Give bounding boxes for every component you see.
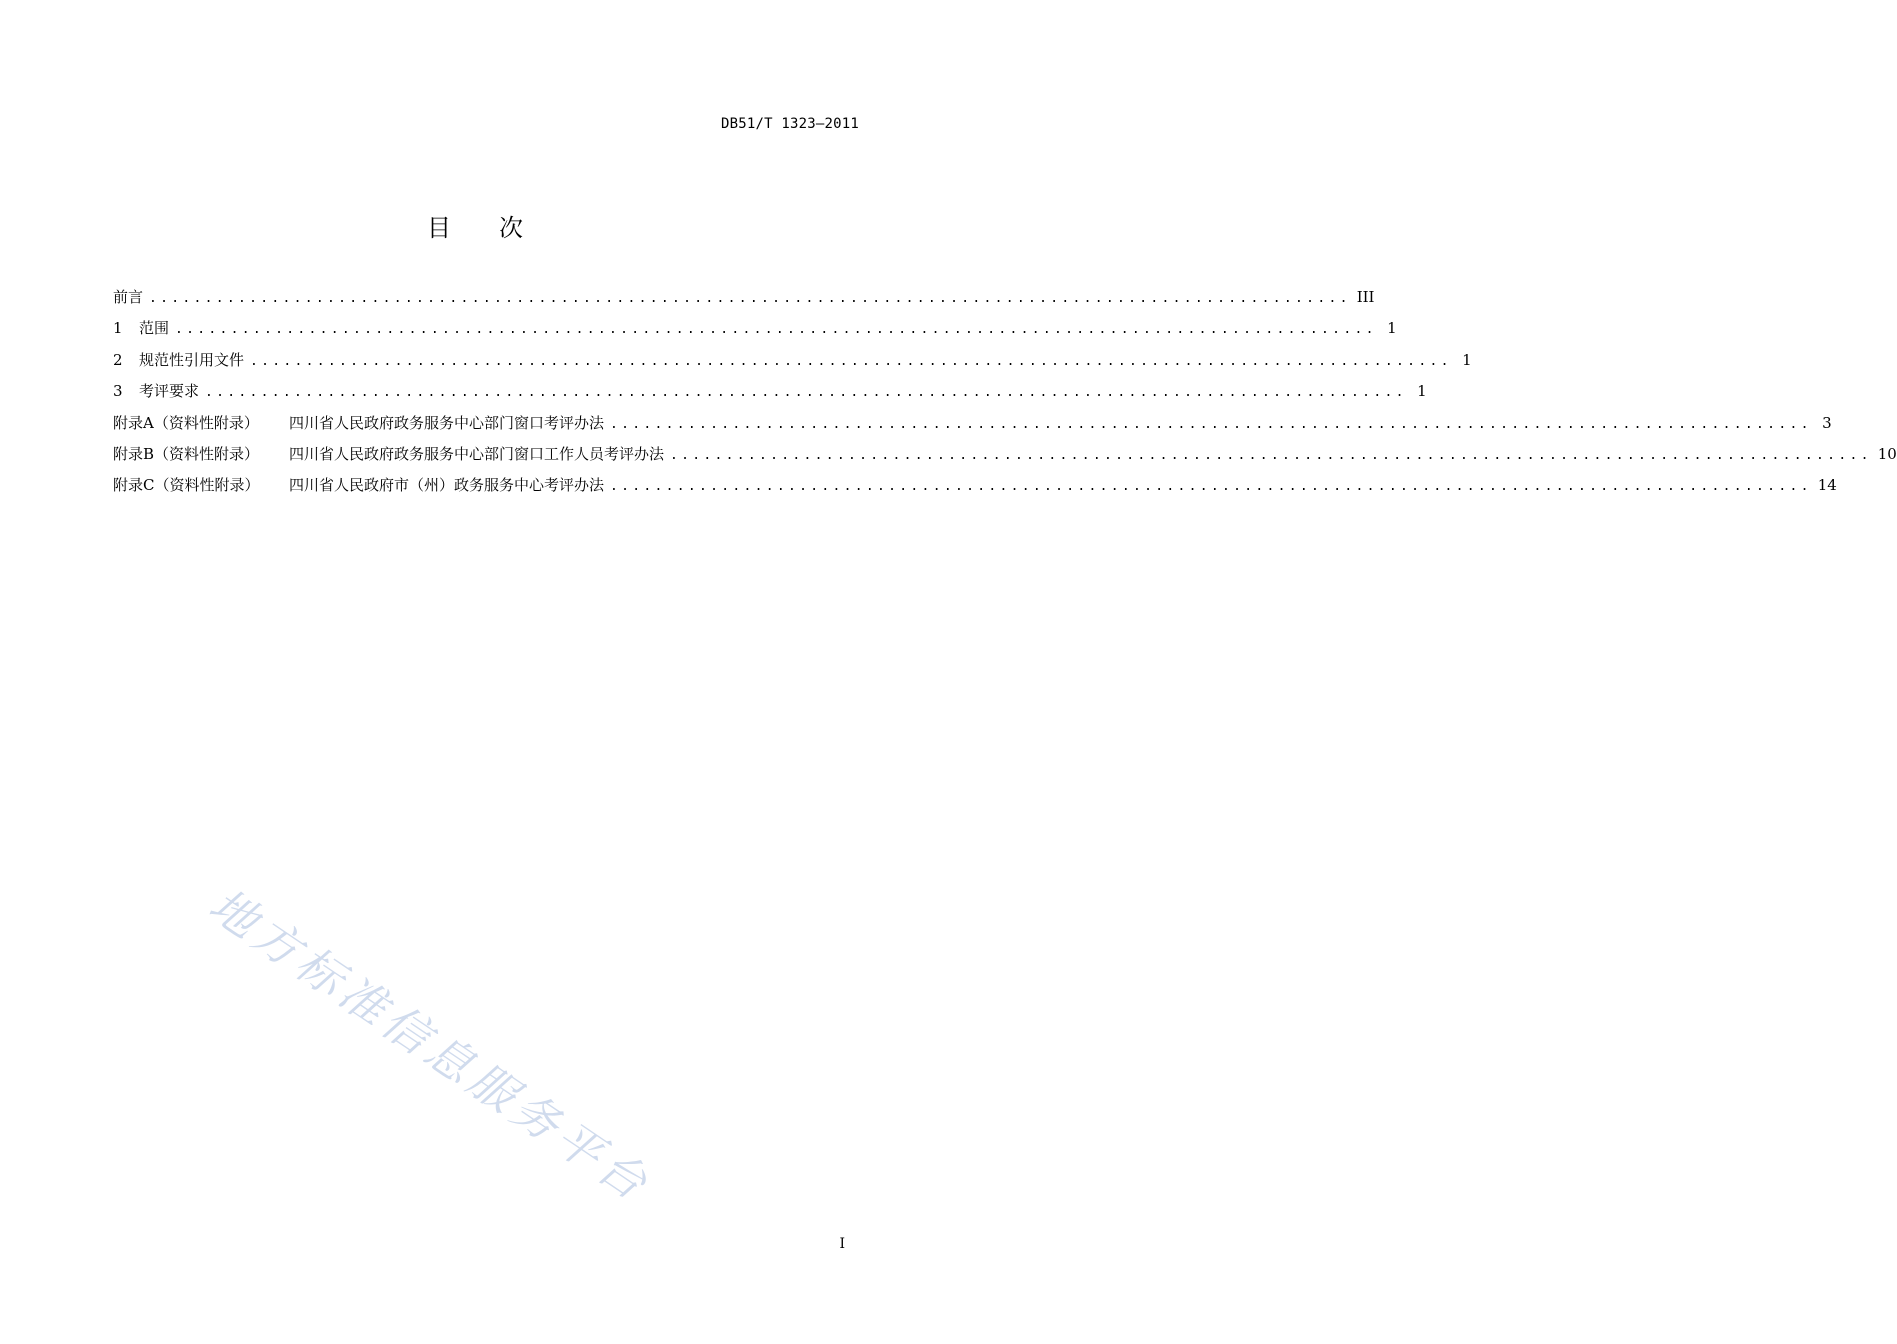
toc-entry-foreword[interactable] [113, 286, 1375, 317]
toc-page-number: 14 [1817, 476, 1837, 495]
toc-page-number: 1 [1462, 350, 1472, 369]
toc-leader-dots: ............................................................................................................ [610, 416, 1812, 432]
document-code: DB51/T 1323—2011 [720, 116, 859, 132]
toc-section-number: 3 [113, 382, 123, 401]
toc-label: 考评要求 [139, 382, 200, 401]
watermark: 地方标准信息服务平台 [199, 877, 662, 1214]
toc-label: 范围 [139, 319, 170, 338]
toc-leader-dots: ............................................................................................................ [175, 322, 1377, 338]
toc-label: 四川省人民政府政务服务中心部门窗口考评办法 [289, 413, 605, 432]
toc-leader-dots: ............................................................................................................ [670, 447, 1872, 463]
toc-page-number: 1 [1417, 382, 1427, 401]
toc-entry-normative-references[interactable] [113, 349, 1472, 380]
page-title [0, 208, 950, 243]
toc-annex-prefix: 附录C（资料性附录） [113, 476, 260, 495]
toc-entry-evaluation-requirements[interactable] [113, 380, 1427, 411]
footer-page-number: I [839, 1236, 845, 1252]
toc-entry-annex-c[interactable] [113, 474, 1837, 505]
title-char-1: 目 [427, 214, 451, 242]
toc-leader-dots: ............................................................................................................ [610, 479, 1812, 495]
toc-annex-prefix: 附录A（资料性附录） [113, 413, 259, 432]
toc-leader-dots: ............................................................................................................ [250, 353, 1452, 369]
toc-leader-dots: ............................................................................................................ [205, 385, 1407, 401]
toc-label: 四川省人民政府市（州）政务服务中心考评办法 [289, 476, 605, 495]
toc-label: 规范性引用文件 [139, 350, 245, 369]
toc-page-number: III [1356, 288, 1375, 306]
toc-annex-prefix: 附录B（资料性附录） [113, 444, 260, 463]
table-of-contents [113, 286, 1897, 506]
toc-label: 前言 [113, 288, 144, 306]
title-char-2: 次 [499, 214, 523, 242]
toc-page-number: 1 [1387, 319, 1397, 338]
toc-entry-annex-b[interactable] [113, 443, 1897, 474]
toc-entry-scope[interactable] [113, 317, 1397, 348]
toc-page-number: 3 [1822, 413, 1832, 432]
toc-section-number: 2 [113, 350, 123, 369]
toc-section-number: 1 [113, 319, 123, 338]
toc-label: 四川省人民政府政务服务中心部门窗口工作人员考评办法 [289, 444, 665, 463]
toc-entry-annex-a[interactable] [113, 412, 1832, 443]
toc-leader-dots: ............................................................................................................ [149, 291, 1351, 306]
toc-page-number: 10 [1877, 444, 1897, 463]
